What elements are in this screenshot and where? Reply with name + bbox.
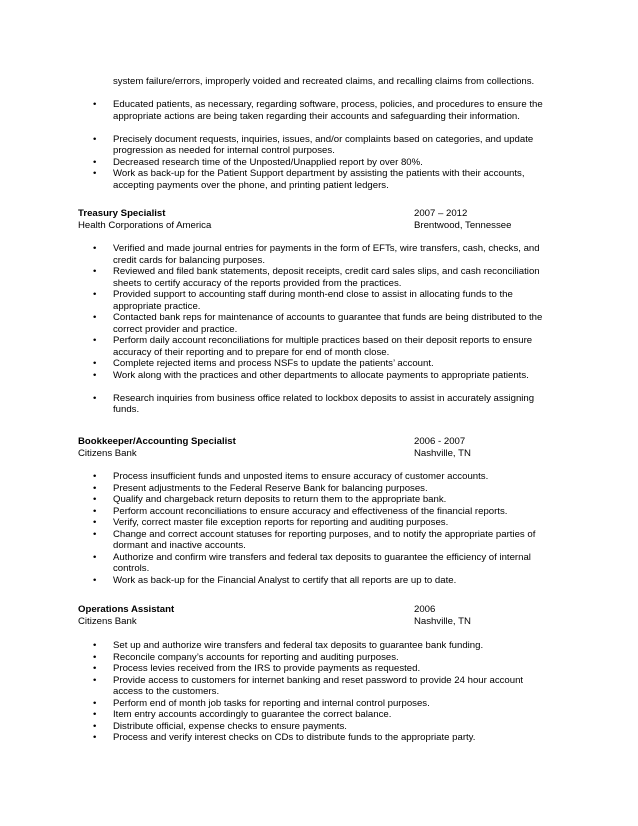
bullet-icon: • <box>93 720 97 732</box>
bullet-icon: • <box>93 243 97 254</box>
list-item: • Educated patients, as necessary, regarding software, process, policies, and procedures to ensure the appropriate actions are being taken regarding their accounts and safeguarding their information. <box>93 99 543 122</box>
bullet-icon: • <box>93 312 97 323</box>
bullet-icon: • <box>93 528 97 540</box>
list-item: • Set up and authorize wire transfers and federal tax deposits to guarantee bank funding. <box>93 640 484 651</box>
bullet-icon: • <box>93 697 97 709</box>
job-header <box>78 436 548 459</box>
job-bullets <box>78 471 548 586</box>
list-item: • Process insufficient funds and unposted items to ensure accuracy of customer accounts. <box>93 471 489 482</box>
bullet-icon: • <box>93 640 97 651</box>
job-dates: 2006 <box>414 604 436 615</box>
bullet-icon: • <box>93 732 97 743</box>
list-item: • Reconcile company’s accounts for reporting and auditing purposes. <box>93 651 399 663</box>
bullet-icon: • <box>93 709 97 720</box>
job-dates: 2007 – 2012 <box>414 208 468 219</box>
previous-job-continuation: system failure/errors, improperly voided and recreated claims, and recalling claims from collections. <box>113 76 535 87</box>
list-item: • Decreased research time of the Unposted/Unapplied report by over 80%. <box>93 156 423 168</box>
job-title: Treasury Specialist <box>78 208 166 219</box>
list-item: • Present adjustments to the Federal Reserve Bank for balancing purposes. <box>93 482 428 494</box>
bullet-icon: • <box>93 289 97 300</box>
bullet-icon: • <box>93 392 97 404</box>
bullet-icon: • <box>93 551 97 563</box>
bullet-icon: • <box>93 482 97 494</box>
job-location: Nashville, TN <box>414 615 471 627</box>
list-item: • Provided support to accounting staff during month-end close to assist in allocating funds to the appropriate practice. <box>93 289 513 312</box>
bullet-icon: • <box>93 99 97 110</box>
list-item: • Perform account reconciliations to ensure accuracy and effectiveness of the financial reports. <box>93 505 508 517</box>
job-title: Bookkeeper/Accounting Specialist <box>78 436 236 447</box>
job-bullets <box>78 243 548 416</box>
list-item: • Verify, correct master file exception reports for reporting and auditing purposes. <box>93 517 449 528</box>
bullet-icon: • <box>93 156 97 168</box>
bullet-icon: • <box>93 574 97 586</box>
previous-job-bullets <box>78 99 548 191</box>
job-dates: 2006 - 2007 <box>414 436 466 447</box>
list-item: • Verified and made journal entries for payments in the form of EFTs, wire transfers, cash, checks, and credit cards for balancing purposes. <box>93 243 540 266</box>
job-header <box>78 208 548 231</box>
bullet-icon: • <box>93 266 97 277</box>
list-item: • Qualify and chargeback return deposits to return them to the appropriate bank. <box>93 494 447 505</box>
list-item: • Work as back-up for the Patient Support department by assisting the patients with their accounts, accepting payments over the phone, and printing patient ledgers. <box>93 168 525 191</box>
bullet-icon: • <box>93 335 97 346</box>
job-title: Operations Assistant <box>78 604 175 615</box>
list-item: • Perform daily account reconciliations for multiple practices based on their deposit reports to ensure accuracy of their reporting and to prepare for end of month close. <box>93 335 533 358</box>
bullet-icon: • <box>93 517 97 528</box>
job-company: Citizens Bank <box>78 615 137 627</box>
job-bullets <box>78 640 548 744</box>
job-location: Brentwood, Tennessee <box>414 219 512 231</box>
bullet-icon: • <box>93 651 97 663</box>
bullet-icon: • <box>93 133 97 145</box>
list-item: • Distribute official, expense checks to ensure payments. <box>93 720 347 732</box>
bullet-icon: • <box>93 358 97 369</box>
job-company: Health Corporations of America <box>78 219 212 231</box>
list-item: • Research inquiries from business office related to lockbox deposits to assist in accurately assigning funds. <box>93 392 535 415</box>
list-item: • Process levies received from the IRS to provide payments as requested. <box>93 663 421 674</box>
bullet-icon: • <box>93 168 97 179</box>
list-item: • Change and correct account statuses for reporting purposes, and to notify the appropriate parties of dormant and inactive accounts. <box>93 528 536 551</box>
list-item: • Complete rejected items and process NSFs to update the patients’ account. <box>93 358 434 369</box>
bullet-icon: • <box>93 674 97 686</box>
bullet-icon: • <box>93 494 97 505</box>
list-item: • Reviewed and filed bank statements, deposit receipts, credit card sales slips, and cash reconciliation sheets to certify accuracy of the reports provided from the practices. <box>93 266 540 289</box>
list-item: • Authorize and confirm wire transfers and federal tax deposits to guarantee the efficiency of internal controls. <box>93 551 531 574</box>
list-item: • Process and verify interest checks on CDs to distribute funds to the appropriate party. <box>93 732 476 743</box>
list-item: • Work along with the practices and other departments to allocate payments to appropriate patients. <box>93 369 529 381</box>
bullet-icon: • <box>93 471 97 482</box>
bullet-icon: • <box>93 369 97 381</box>
list-item: • Item entry accounts accordingly to guarantee the correct balance. <box>93 709 392 720</box>
list-item: • Work as back-up for the Financial Analyst to certify that all reports are up to date. <box>93 574 457 586</box>
list-item: • Perform end of month job tasks for reporting and internal control purposes. <box>93 697 430 709</box>
job-company: Citizens Bank <box>78 447 137 459</box>
list-item: • Provide access to customers for internet banking and reset password to provide 24 hour account access to the customers. <box>93 674 524 697</box>
job-location: Nashville, TN <box>414 447 471 459</box>
list-item: • Precisely document requests, inquiries, issues, and/or complaints based on categories, and update progression as needed for internal control purposes. <box>93 133 534 156</box>
bullet-icon: • <box>93 505 97 517</box>
list-item: • Contacted bank reps for maintenance of accounts to guarantee that funds are being distributed to the correct provider and practice. <box>93 312 543 335</box>
job-header <box>78 604 548 627</box>
bullet-icon: • <box>93 663 97 674</box>
